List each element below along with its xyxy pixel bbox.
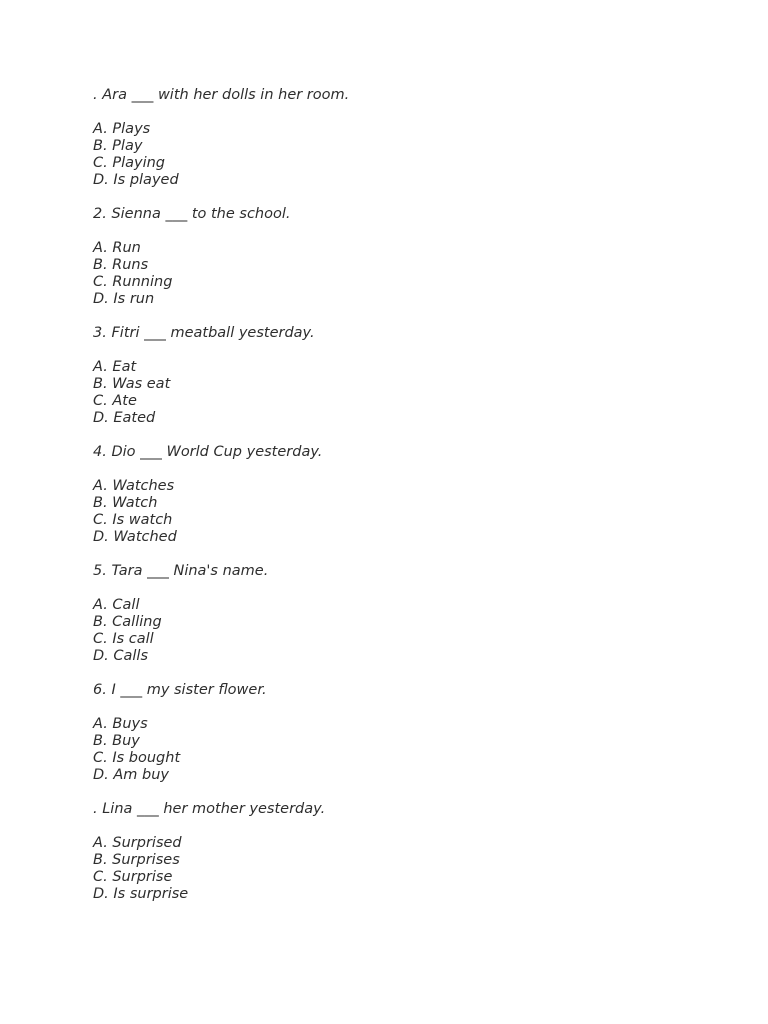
option-list: [93, 359, 693, 427]
question-text: . Ara ___ with her dolls in her room.: [93, 87, 350, 103]
option-a: A. Run: [93, 240, 141, 256]
option-c: C. Playing: [93, 155, 166, 171]
option-c: C. Running: [93, 274, 173, 290]
worksheet: [93, 87, 693, 920]
question-block-4: [93, 444, 693, 546]
option-list: [93, 478, 693, 546]
option-d: D. Is surprise: [93, 886, 189, 902]
option-c: C. Is watch: [93, 512, 173, 528]
option-a: A. Watches: [93, 478, 175, 494]
question-block-1: [93, 87, 693, 189]
question-block-7: [93, 801, 693, 903]
question-block-5: [93, 563, 693, 665]
option-c: C. Is call: [93, 631, 154, 647]
question-text: 4. Dio ___ World Cup yesterday.: [93, 444, 323, 460]
option-list: [93, 240, 693, 308]
option-b: B. Was eat: [93, 376, 171, 392]
option-b: B. Watch: [93, 495, 158, 511]
option-b: B. Buy: [93, 733, 140, 749]
question-text: 2. Sienna ___ to the school.: [93, 206, 291, 222]
option-b: B. Calling: [93, 614, 162, 630]
question-block-2: [93, 206, 693, 308]
question-text: . Lina ___ her mother yesterday.: [93, 801, 326, 817]
question-block-6: [93, 682, 693, 784]
question-text: 5. Tara ___ Nina's name.: [93, 563, 269, 579]
option-c: C. Ate: [93, 393, 137, 409]
option-c: C. Surprise: [93, 869, 173, 885]
option-d: D. Watched: [93, 529, 177, 545]
option-b: B. Play: [93, 138, 143, 154]
option-b: B. Surprises: [93, 852, 180, 868]
option-a: A. Eat: [93, 359, 137, 375]
option-d: D. Is played: [93, 172, 179, 188]
option-list: [93, 121, 693, 189]
option-a: A. Buys: [93, 716, 148, 732]
option-list: [93, 597, 693, 665]
option-d: D. Am buy: [93, 767, 170, 783]
question-block-3: [93, 325, 693, 427]
option-list: [93, 716, 693, 784]
option-d: D. Is run: [93, 291, 155, 307]
option-a: A. Surprised: [93, 835, 182, 851]
option-a: A. Call: [93, 597, 140, 613]
option-d: D. Calls: [93, 648, 149, 664]
option-a: A. Plays: [93, 121, 151, 137]
option-list: [93, 835, 693, 903]
option-c: C. Is bought: [93, 750, 181, 766]
option-d: D. Eated: [93, 410, 156, 426]
option-b: B. Runs: [93, 257, 149, 273]
question-text: 3. Fitri ___ meatball yesterday.: [93, 325, 315, 341]
question-text: 6. I ___ my sister flower.: [93, 682, 267, 698]
